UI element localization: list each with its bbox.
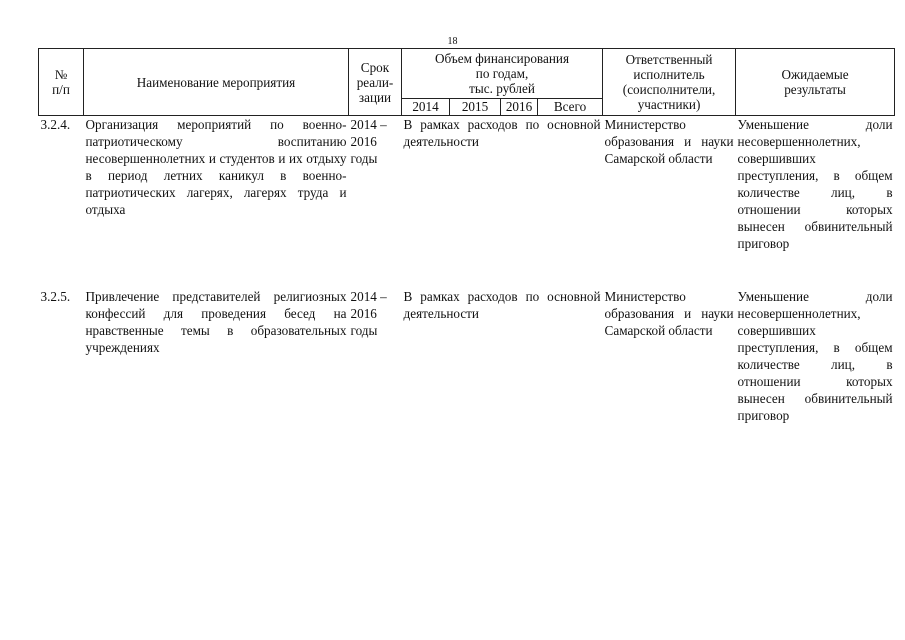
table-row (39, 116, 895, 289)
header-year-2014: 2014 (402, 99, 450, 116)
row-number: 3.2.4. (40, 117, 71, 132)
page-number: 18 (447, 36, 458, 47)
row-term: 2014 – 2016 годы (350, 117, 387, 166)
header-year-2016: 2016 (501, 99, 538, 116)
header-total: Всего (538, 99, 603, 116)
row-funding: В рамках расходов по основной деятельности (403, 289, 601, 321)
header-responsible: Ответственный исполнитель (соисполнители, участники) (603, 49, 736, 116)
header-name: Наименование мероприятия (84, 49, 349, 116)
row-results: Уменьшение доли несовершеннолетних, совершивших преступления, в общем количестве лиц, в отношении которых вынесен обвинительный приговор (737, 117, 893, 251)
row-term: 2014 – 2016 годы (350, 289, 387, 338)
header-term: Срок реали- зации (349, 49, 402, 116)
row-results: Уменьшение доли несовершеннолетних, совершивших преступления, в общем количестве лиц, в отношении которых вынесен обвинительный приговор (737, 289, 893, 423)
row-responsible: Министерство образования и науки Самарской области (604, 289, 734, 338)
header-number: № п/п (39, 49, 84, 116)
header-year-2015: 2015 (450, 99, 501, 116)
measures-table (38, 48, 895, 458)
table-row (39, 288, 895, 458)
row-funding: В рамках расходов по основной деятельности (403, 117, 601, 149)
row-name: Привлечение представителей религиозных конфессий для проведения бесед на нравственные темы в образовательных учреждениях (85, 289, 347, 355)
row-name: Организация мероприятий по военно-патриотическому воспитанию несовершеннолетних и студентов и их отдыху в период летних каникул в военно-патриотических лагерях, лагерях труда и отдыха (85, 117, 347, 217)
row-responsible: Министерство образования и науки Самарской области (604, 117, 734, 166)
header-results: Ожидаемые результаты (736, 49, 895, 116)
row-number: 3.2.5. (40, 289, 71, 304)
header-funding: Объем финансирования по годам, тыс. рублей (402, 49, 603, 99)
